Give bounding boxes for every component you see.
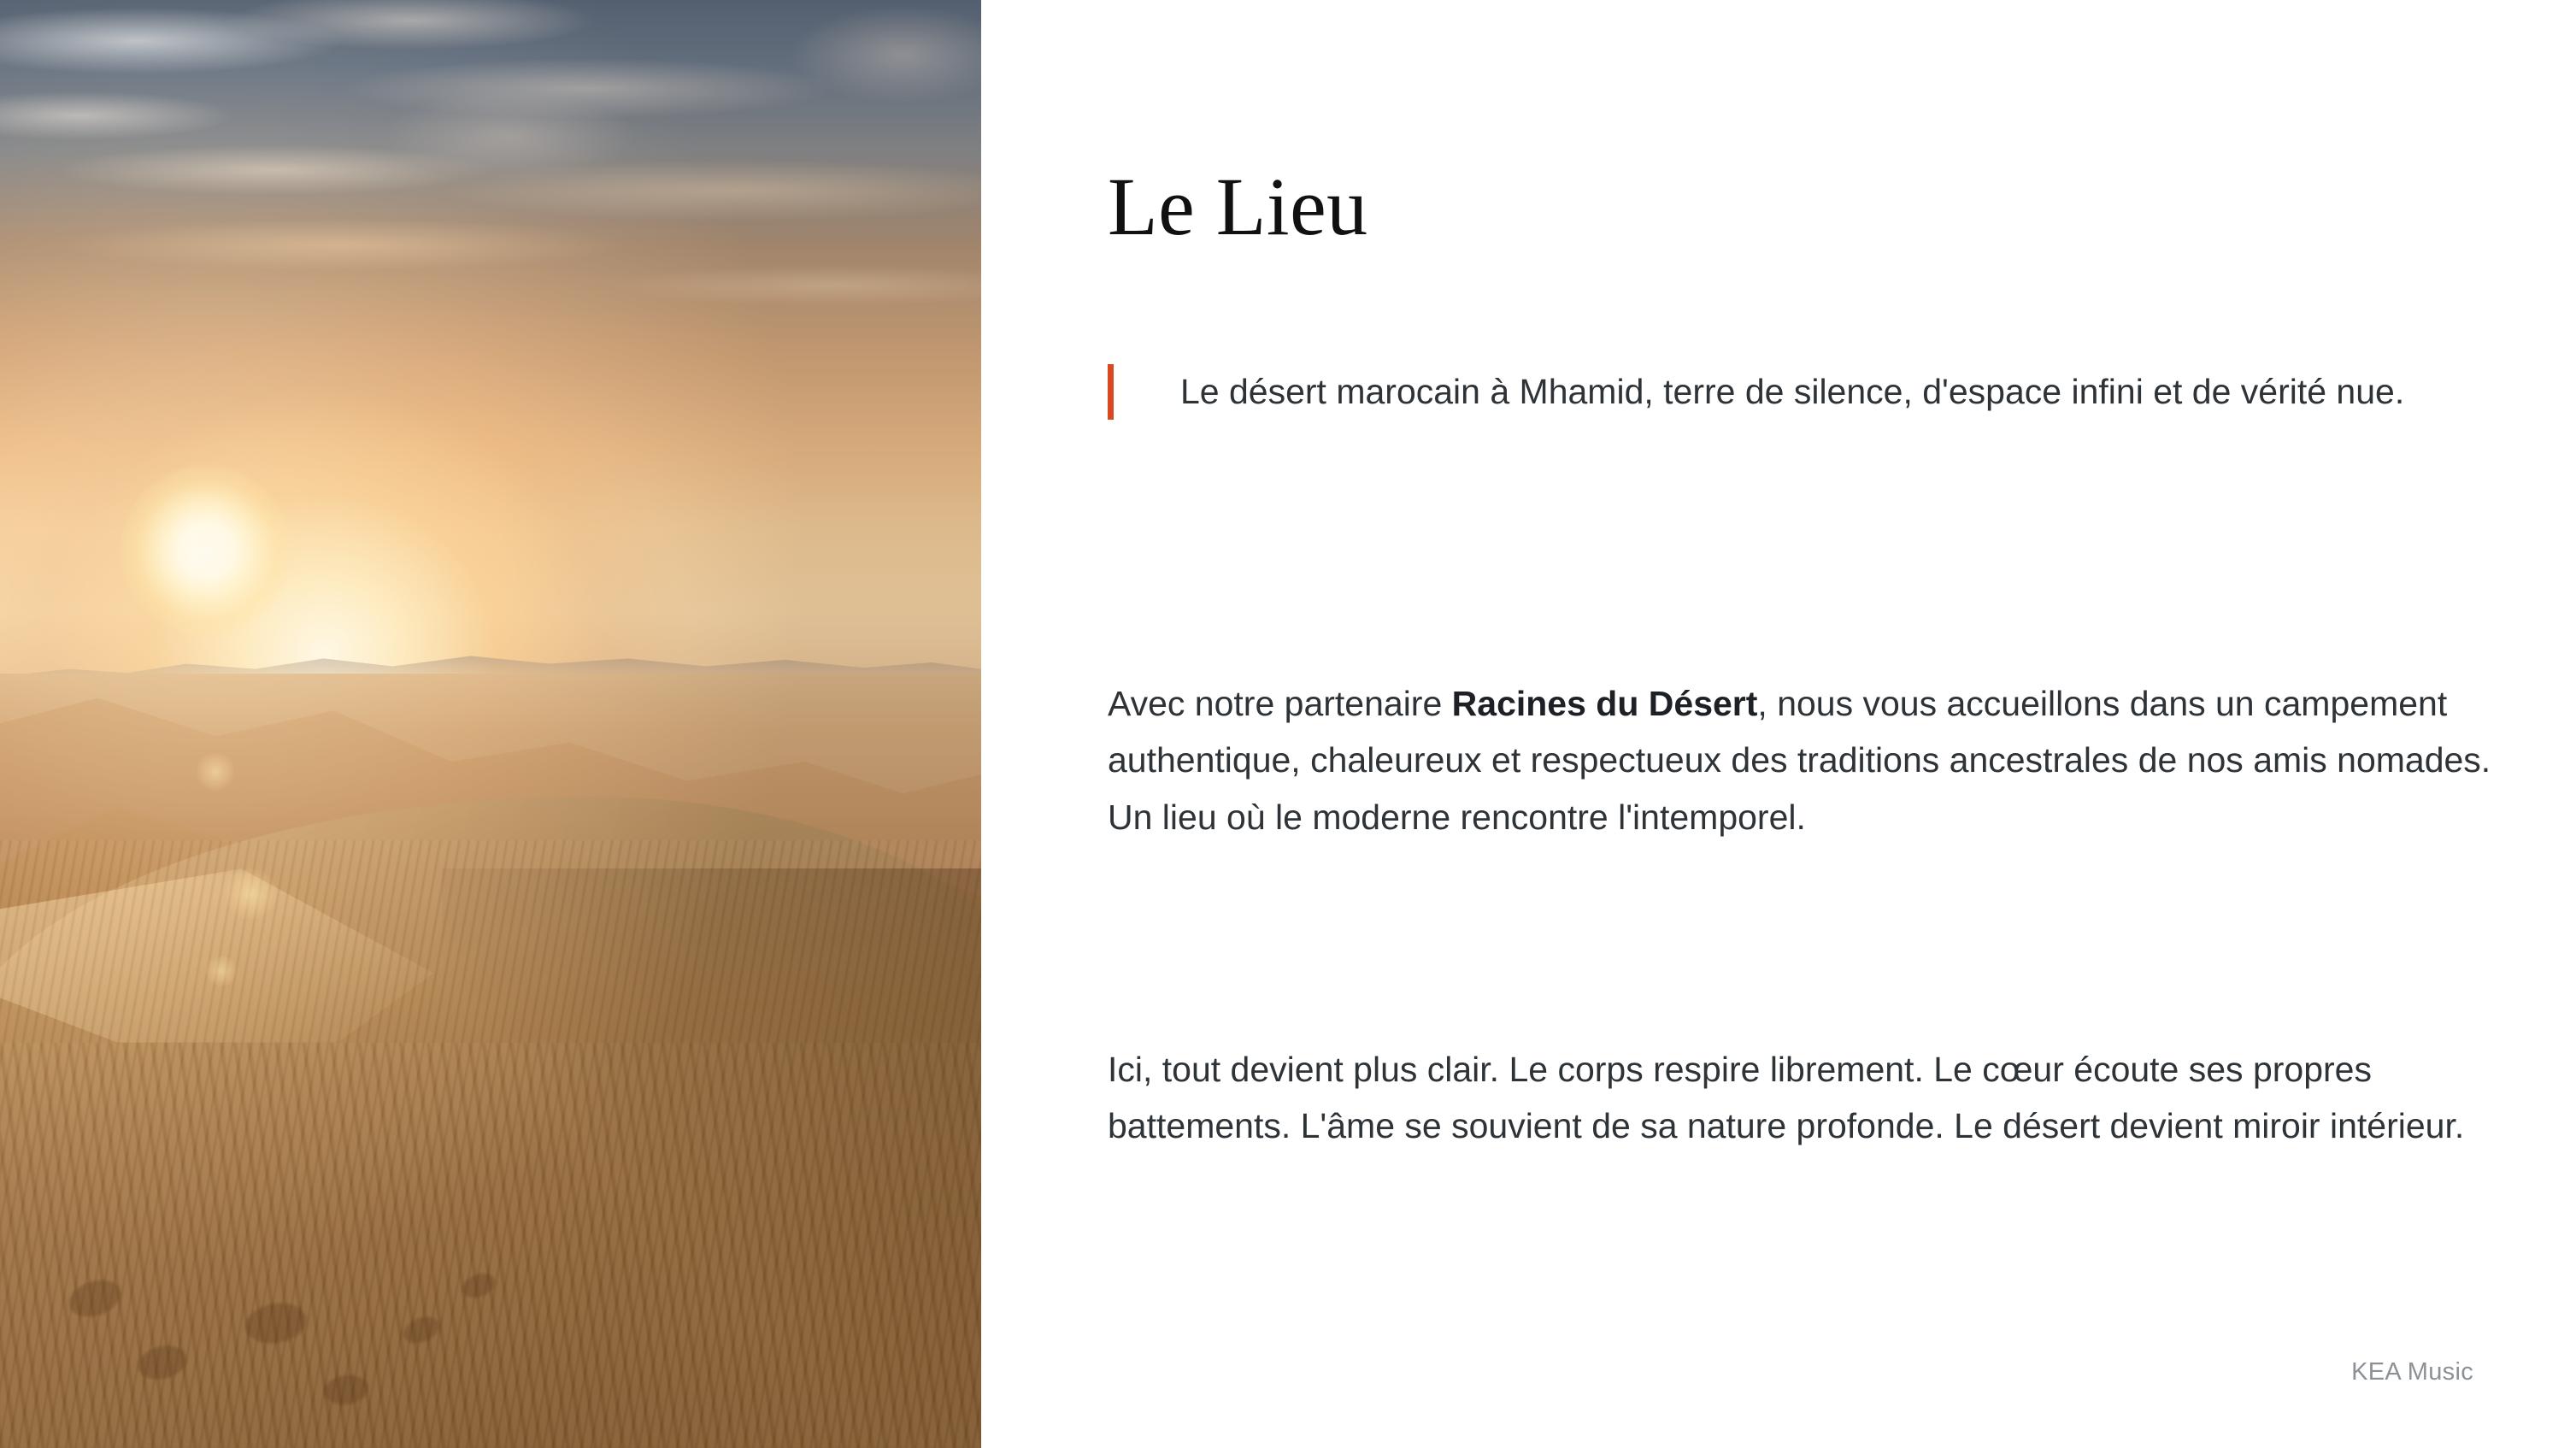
partner-name: Racines du Désert [1451, 684, 1758, 723]
dune-shadow [442, 868, 981, 1448]
lens-flare-2 [226, 868, 277, 920]
footer-credit: KEA Music [2351, 1358, 2473, 1386]
paragraph-2-text: Ici, tout devient plus clair. Le corps respire librement. Le cœur écoute ses propres battements. L'âme se souvient de sa nature profonde. Le désert devient miroir intérieur. [1108, 1050, 2465, 1146]
image-panel [0, 0, 981, 1448]
paragraph-1-part-2: , nous vous accueillons dans un campement authentique, chaleureux et respectueux des traditions ancestrales de nos amis nomades. Un lieu où le moderne rencontre l'intemporel. [1108, 684, 2491, 837]
content-panel [981, 0, 2576, 1448]
lede-quote-block [1108, 364, 2441, 420]
page-title: Le Lieu [1108, 161, 1368, 252]
paragraph-1-text [1108, 675, 2509, 845]
sun-glow [121, 465, 291, 636]
desert-sunset-photo [0, 0, 981, 1448]
paragraph-1-part-1: Avec notre partenaire [1108, 684, 1452, 723]
body-paragraph-2 [1108, 1041, 2509, 1155]
lens-flare-1 [197, 753, 234, 791]
lede-text: Le désert marocain à Mhamid, terre de silence, d'espace infini et de vérité nue. [1180, 372, 2405, 411]
body-paragraph-1 [1108, 675, 2509, 845]
lens-flare-3 [206, 956, 237, 986]
